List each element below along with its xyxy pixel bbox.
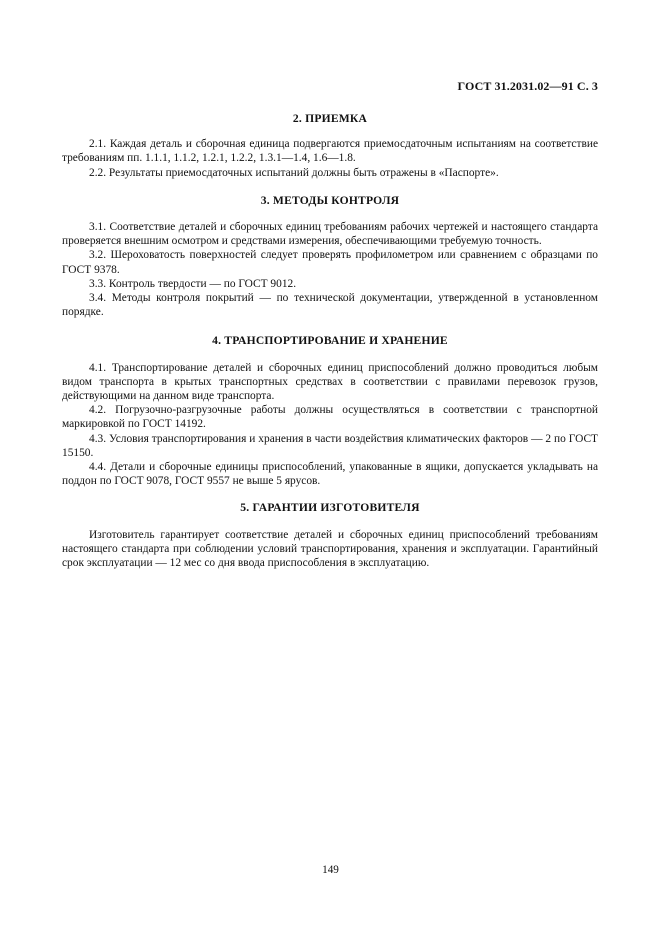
section-manufacturer-warranty <box>62 501 598 570</box>
paragraph: 3.1. Соответствие деталей и сборочных единиц требованиям рабочих чертежей и настоящего стандарта проверяется внешним осмотром и средствами измерения, обеспечивающими требуемую точность. <box>62 221 598 248</box>
paragraph: 3.4. Методы контроля покрытий — по технической документации, утвержденной в установленном порядке. <box>62 292 598 319</box>
paragraph: 4.2. Погрузочно-разгрузочные работы должны осуществляться в соответствии с транспортной маркировкой по ГОСТ 14192. <box>62 404 598 431</box>
paragraph: 4.1. Транспортирование деталей и сборочных единиц приспособлений должно проводиться любым видом транспорта в крытых транспортных средствах в соответствии с правилами перевозок грузов, действующими на данном виде транспорта. <box>62 361 598 403</box>
paragraph: 3.3. Контроль твердости — по ГОСТ 9012. <box>89 277 297 290</box>
paragraph: 4.3. Условия транспортирования и хранения в части воздействия климатических факторов — 2 по ГОСТ 15150. <box>62 432 598 459</box>
section-control-methods <box>62 194 598 320</box>
section-transport-storage <box>62 334 598 488</box>
page-number: 149 <box>322 864 339 876</box>
section-title: 3. МЕТОДЫ КОНТРОЛЯ <box>260 193 400 207</box>
paragraph: 4.4. Детали и сборочные единицы приспособлений, упакованные в ящики, допускается укладывать на поддон по ГОСТ 9078, ГОСТ 9557 не выше 5 ярусов. <box>62 461 598 488</box>
paragraph: Изготовитель гарантирует соответствие деталей и сборочных единиц приспособлений требованиям настоящего стандарта при соблюдении условий транспортирования, хранения и эксплуатации. Гарантийный срок эксплуатации — 12 мес со дня ввода приспособления в эксплуатацию. <box>62 528 598 570</box>
section-title: 4. ТРАНСПОРТИРОВАНИЕ И ХРАНЕНИЕ <box>212 334 448 348</box>
document-body <box>62 112 598 570</box>
paragraph: 2.1. Каждая деталь и сборочная единица подвергаются приемосдаточным испытаниям на соответствие требованиям пп. 1.1.1, 1.1.2, 1.2.1, 1.2.2, 1.3.1—1.4, 1.6—1.8. <box>62 138 598 165</box>
document-header: ГОСТ 31.2031.02—91 С. 3 <box>457 79 598 93</box>
section-acceptance <box>62 112 598 180</box>
paragraph: 3.2. Шероховатость поверхностей следует проверять профилометром или сравнением с образцами по ГОСТ 9378. <box>62 249 598 276</box>
paragraph: 2.2. Результаты приемосдаточных испытаний должны быть отражены в «Паспорте». <box>89 166 499 179</box>
section-title: 2. ПРИЕМКА <box>292 112 368 125</box>
section-title: 5. ГАРАНТИИ ИЗГОТОВИТЕЛЯ <box>240 501 420 515</box>
